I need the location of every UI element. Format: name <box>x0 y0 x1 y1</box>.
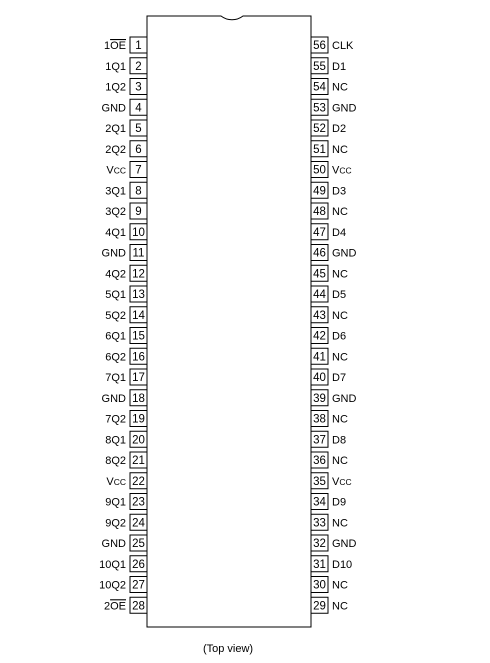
pin-number: 2 <box>135 60 142 73</box>
pin-number: 1 <box>135 40 142 52</box>
pin-name-label: GND <box>101 392 126 405</box>
pin-number: 37 <box>313 434 326 447</box>
pin-number: 54 <box>313 81 326 94</box>
pin-name-label: 7Q2 <box>105 413 126 426</box>
pin-number: 51 <box>313 143 326 156</box>
pin-name-label: D9 <box>332 496 347 509</box>
pin-name-label: NC <box>332 143 348 156</box>
pin-51 <box>311 141 348 157</box>
pin-number: 50 <box>313 164 326 177</box>
pin-23 <box>105 494 147 510</box>
pin-17 <box>105 369 147 385</box>
pin-number: 8 <box>135 185 142 198</box>
pin-name-label: CLK <box>332 40 354 52</box>
pin-18 <box>102 390 147 406</box>
pin-name-label: VCC <box>106 475 126 488</box>
pin-52 <box>311 120 346 136</box>
pin-name-label: 1Q2 <box>105 81 126 94</box>
pin-22 <box>106 473 147 489</box>
pin-48 <box>311 203 348 219</box>
pin-number: 28 <box>132 600 145 613</box>
pin-number: 18 <box>132 392 145 405</box>
pin-46 <box>311 245 357 261</box>
pin-name-label: NC <box>332 206 348 218</box>
pin-number: 21 <box>132 455 145 467</box>
pin-name-label: NC <box>332 413 348 426</box>
pin-name-label: NC <box>332 81 348 94</box>
pin-53 <box>311 99 357 115</box>
pin-number: 12 <box>132 268 145 281</box>
pin-number: 32 <box>313 538 326 550</box>
pin-name-label: NC <box>332 600 348 613</box>
pin-number: 43 <box>313 309 326 322</box>
pin-number: 34 <box>313 496 326 509</box>
pin-name-label: NC <box>332 351 348 364</box>
pin-24 <box>105 514 147 530</box>
pin-number: 45 <box>313 268 326 281</box>
pin-54 <box>311 79 348 95</box>
pin-name-label: GND <box>332 538 357 550</box>
pin-name-label: GND <box>332 247 357 260</box>
pin-11 <box>102 245 147 261</box>
pin-27 <box>99 577 147 593</box>
left-pin-column <box>99 37 147 613</box>
pin-number: 6 <box>135 143 142 156</box>
pin-name-label: VCC <box>106 164 126 177</box>
pin-name-label: 2Q2 <box>105 143 126 156</box>
pin-name-label: D6 <box>332 330 347 343</box>
pin-9 <box>105 203 147 219</box>
pin-name-label: 4Q2 <box>105 268 126 281</box>
pin-name-label: D3 <box>332 185 347 198</box>
pin-15 <box>105 328 147 344</box>
pin-name-label: 5Q2 <box>105 309 126 322</box>
pin-name-label: 1OE <box>103 40 126 52</box>
pin-34 <box>311 494 346 510</box>
pin-55 <box>311 58 346 74</box>
pin-number: 13 <box>132 289 145 301</box>
pin-number: 53 <box>313 102 326 115</box>
pin-number: 14 <box>132 309 145 322</box>
pin-name-label: NC <box>332 268 348 281</box>
pin-name-label: D2 <box>332 123 347 135</box>
pin-name-label: 6Q2 <box>105 351 126 364</box>
pin-26 <box>99 556 147 572</box>
pin-29 <box>311 597 348 613</box>
pin-49 <box>311 182 346 198</box>
pin-number: 52 <box>313 123 326 135</box>
pin-number: 56 <box>313 40 326 52</box>
pin-number: 11 <box>132 247 145 260</box>
pin-name-label: 9Q1 <box>105 496 126 509</box>
pin-number: 46 <box>313 247 326 260</box>
pin-19 <box>105 411 147 427</box>
pin-number: 10 <box>132 226 145 239</box>
pin-10 <box>105 224 147 240</box>
pin-40 <box>311 369 346 385</box>
pin-8 <box>105 182 147 198</box>
pin-name-label: NC <box>332 455 348 467</box>
pin-30 <box>311 577 348 593</box>
pin-number: 16 <box>132 351 145 364</box>
pin-56 <box>311 37 354 53</box>
pin-name-label: NC <box>332 309 348 322</box>
pin-31 <box>311 556 352 572</box>
pin-name-label: GND <box>101 102 126 115</box>
pin-4 <box>102 99 147 115</box>
pin-name-label: 4Q1 <box>105 226 126 239</box>
pin-39 <box>311 390 357 406</box>
pin-16 <box>105 348 147 364</box>
pin-47 <box>311 224 346 240</box>
pin-name-label: D4 <box>332 226 347 239</box>
pin-name-label: 2OE <box>103 600 126 613</box>
pin-number: 41 <box>313 351 326 364</box>
top-view-caption: (Top view) <box>202 643 254 655</box>
pin-43 <box>311 307 348 323</box>
pin-name-label: D10 <box>332 558 353 571</box>
pin-45 <box>311 265 348 281</box>
pin-number: 22 <box>132 475 145 488</box>
pin-number: 7 <box>135 164 142 177</box>
pin-32 <box>311 535 357 551</box>
pin-number: 15 <box>132 330 145 343</box>
pin-number: 31 <box>313 558 326 571</box>
pin-5 <box>105 120 147 136</box>
pin-number: 4 <box>135 102 142 115</box>
pin-name-label: GND <box>101 247 126 260</box>
pin-number: 25 <box>132 538 145 550</box>
pin-name-label: D5 <box>332 289 347 301</box>
pin-name-label: D7 <box>332 372 347 384</box>
pin-number: 40 <box>313 372 326 384</box>
pin-name-label: 6Q1 <box>105 330 126 343</box>
pin-number: 35 <box>313 475 326 488</box>
pin-name-label: 5Q1 <box>105 289 126 301</box>
pin-number: 33 <box>313 517 326 530</box>
pin-name-label: 7Q1 <box>105 372 126 384</box>
pin-name-label: GND <box>332 102 357 115</box>
pin-number: 27 <box>132 579 145 592</box>
pin-38 <box>311 411 348 427</box>
pin-name-label: NC <box>332 517 348 530</box>
pin-44 <box>311 286 346 302</box>
pin-50 <box>311 162 352 178</box>
pin-number: 26 <box>132 558 145 571</box>
pin-name-label: 10Q1 <box>99 558 126 571</box>
pin-25 <box>102 535 147 551</box>
pin-name-label: GND <box>101 538 126 550</box>
pin-7 <box>106 162 147 178</box>
pin-number: 17 <box>132 372 145 384</box>
pin-42 <box>311 328 346 344</box>
pin-33 <box>311 514 348 530</box>
pin-12 <box>105 265 147 281</box>
pin-number: 9 <box>135 206 142 218</box>
pin-name-label: VCC <box>332 475 352 488</box>
pin-number: 30 <box>313 579 326 592</box>
pin-name-label: 8Q2 <box>105 455 126 467</box>
pin-number: 44 <box>313 289 326 301</box>
pin-number: 3 <box>135 81 142 94</box>
pin-3 <box>105 79 147 95</box>
pin-name-label: 3Q2 <box>105 206 126 218</box>
pin-41 <box>311 348 348 364</box>
pin-number: 39 <box>313 392 326 405</box>
pin-name-label: 10Q2 <box>99 579 126 592</box>
pin-number: 36 <box>313 455 326 467</box>
pin-21 <box>105 452 147 468</box>
pin-14 <box>105 307 147 323</box>
pin-number: 24 <box>132 517 145 530</box>
pin-35 <box>311 473 352 489</box>
pin-name-label: 9Q2 <box>105 517 126 530</box>
pin-number: 29 <box>313 600 326 613</box>
pin-number: 20 <box>132 434 145 447</box>
pin-number: 48 <box>313 206 326 218</box>
pin-number: 55 <box>313 60 326 73</box>
pin-name-label: NC <box>332 579 348 592</box>
pin-1 <box>104 37 147 53</box>
pin-name-label: GND <box>332 392 357 405</box>
pin-13 <box>105 286 147 302</box>
pin-name-label: VCC <box>332 164 352 177</box>
right-pin-column <box>311 37 357 613</box>
pin-name-label: D1 <box>332 60 347 73</box>
pin-number: 38 <box>313 413 326 426</box>
pin-name-label: 1Q1 <box>105 60 126 73</box>
ic-package-body <box>147 16 311 627</box>
pin-37 <box>311 431 346 447</box>
pin-number: 23 <box>132 496 145 509</box>
pin-number: 42 <box>313 330 326 343</box>
pin-name-label: 3Q1 <box>105 185 126 198</box>
pin-36 <box>311 452 348 468</box>
pin-number: 49 <box>313 185 326 198</box>
pin-number: 19 <box>132 413 145 426</box>
pin-name-label: D8 <box>332 434 347 447</box>
pin-number: 5 <box>135 123 142 135</box>
pin-28 <box>104 597 147 613</box>
pin-20 <box>105 431 147 447</box>
pin-name-label: 8Q1 <box>105 434 126 447</box>
pin-2 <box>105 58 147 74</box>
pin-number: 47 <box>313 226 326 239</box>
pin-name-label: 2Q1 <box>105 123 126 135</box>
pin-6 <box>105 141 147 157</box>
